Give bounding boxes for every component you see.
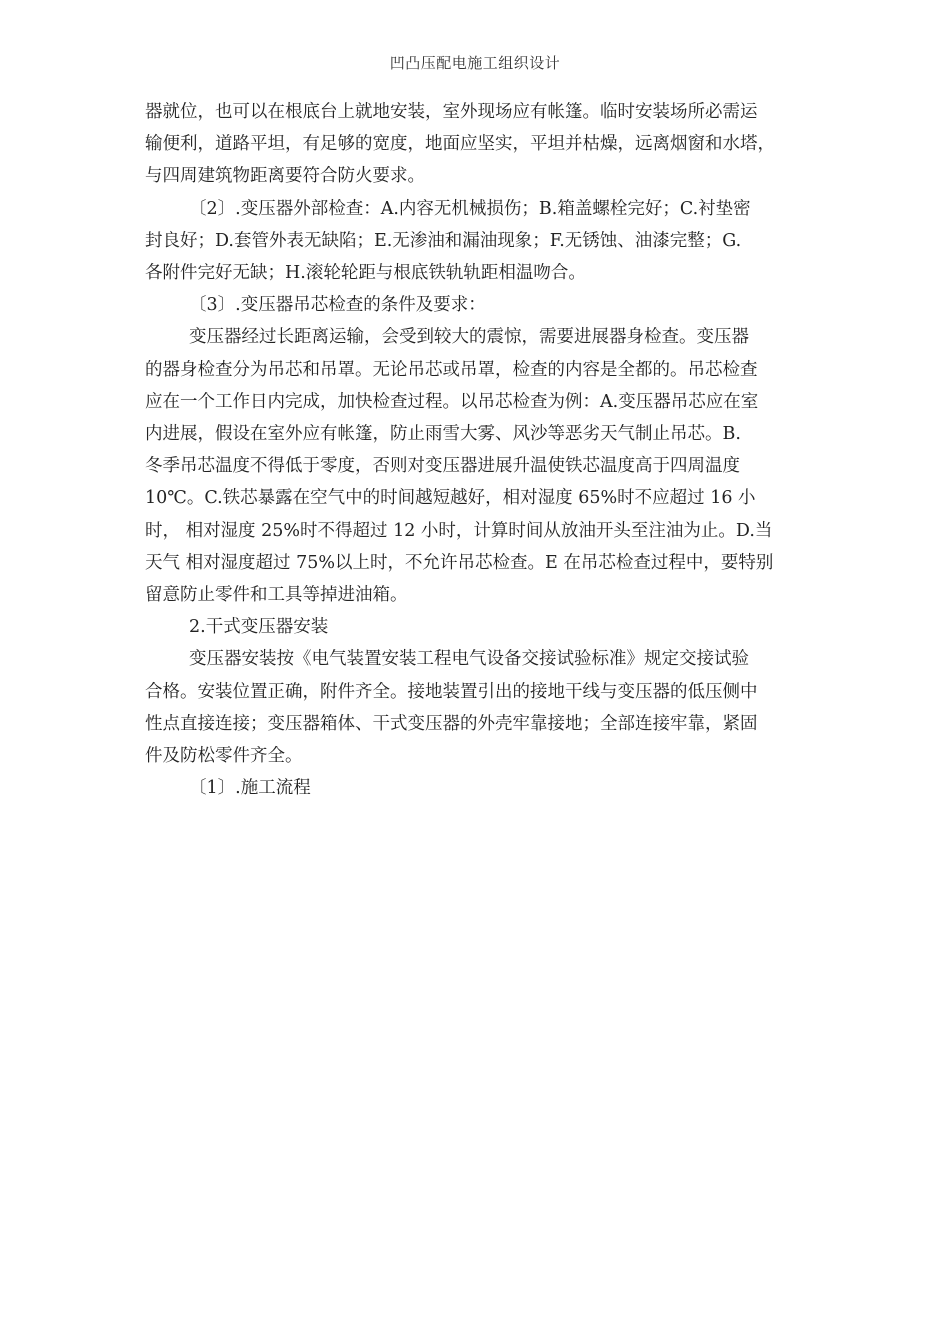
text-line: 变压器经过长距离运输，会受到较大的震惊，需要进展器身检查。变压器	[189, 327, 749, 348]
text-line: 时， 相对湿度 25%时不得超过 12 小时，计算时间从放油开头至注油为止。D.当	[145, 520, 773, 541]
text-line: 变压器安装按《电气装置安装工程电气设备交接试验标准》规定交接试验	[189, 649, 749, 670]
text-line: 2.干式变压器安装	[189, 617, 329, 638]
text-line: 封良好；D.套管外表无缺陷；E.无渗油和漏油现象；F.无锈蚀、油漆完整；G.	[145, 230, 742, 251]
text-line: 应在一个工作日内完成，加快检查过程。以吊芯检查为例：A.变压器吊芯应在室	[145, 391, 759, 412]
text-line: 内进展，假设在室外应有帐篷，防止雨雪大雾、风沙等恶劣天气制止吊芯。B.	[145, 424, 741, 445]
text-line: 各附件完好无缺；H.滚轮轮距与根底铁轨轨距相温吻合。	[145, 263, 586, 284]
text-line: 与四周建筑物距离要符合防火要求。	[145, 166, 425, 187]
text-line: 留意防止零件和工具等掉进油箱。	[145, 585, 408, 606]
text-line: 〔3〕.变压器吊芯检查的条件及要求：	[189, 295, 486, 316]
text-line: 的器身检查分为吊芯和吊罩。无论吊芯或吊罩，检查的内容是全都的。吊芯检查	[145, 359, 758, 380]
page-header: 凹凸压配电施工组织设计	[389, 54, 561, 72]
text-line: 〔2〕.变压器外部检查：A.内容无机械损伤；B.箱盖螺栓完好；C.衬垫密	[189, 198, 751, 219]
document-body	[145, 96, 813, 804]
text-line: 天气 相对湿度超过 75%以上时，不允许吊芯检查。E 在吊芯检查过程中，要特别	[145, 552, 774, 573]
text-line: 件及防松零件齐全。	[145, 746, 303, 767]
text-line: 冬季吊芯温度不得低于零度，否则对变压器进展升温使铁芯温度高于四周温度	[145, 456, 740, 477]
text-line: 合格。安装位置正确，附件齐全。接地装置引出的接地干线与变压器的低压侧中	[145, 681, 758, 702]
text-line: 10℃。C.铁芯暴露在空气中的时间越短越好，相对湿度 65%时不应超过 16 小	[145, 488, 756, 509]
text-line: 输便利，道路平坦，有足够的宽度，地面应坚实，平坦并枯燥，远离烟窗和水塔，	[145, 134, 775, 155]
text-line: 性点直接连接；变压器箱体、干式变压器的外壳牢靠接地；全部连接牢靠，紧固	[145, 713, 758, 734]
text-line: 〔1〕.施工流程	[189, 778, 311, 799]
text-line: 器就位，也可以在根底台上就地安装，室外现场应有帐篷。临时安装场所必需运	[145, 102, 758, 122]
